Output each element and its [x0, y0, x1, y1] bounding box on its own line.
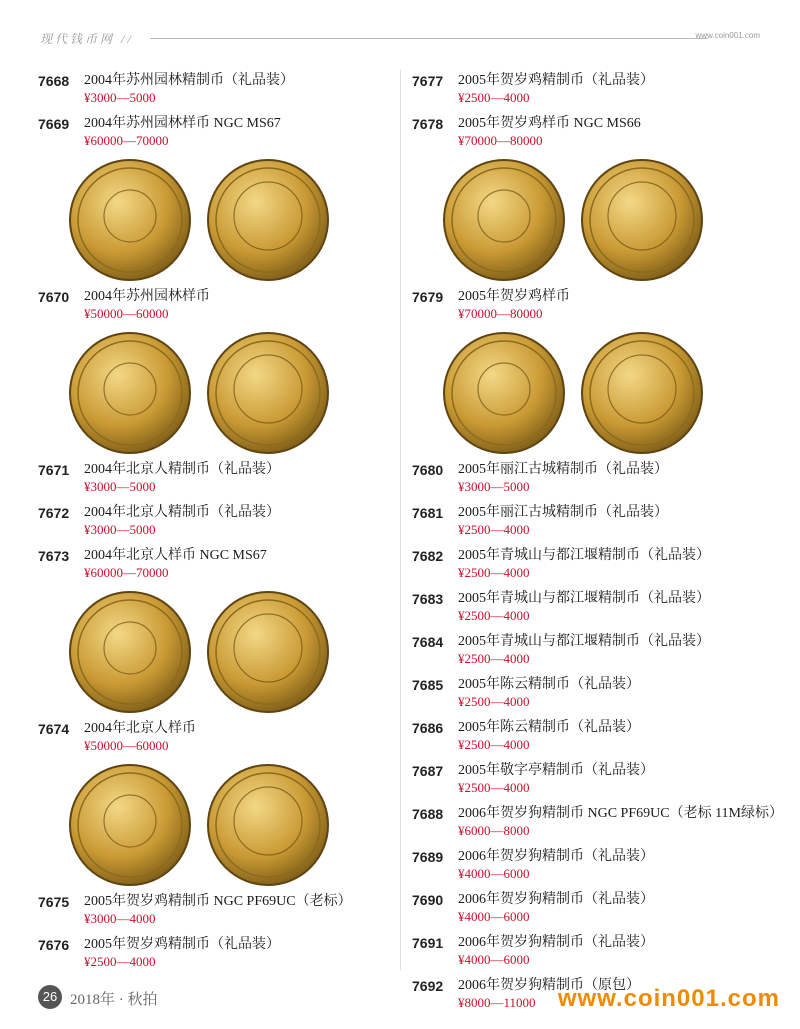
- lot-number: 7683: [412, 591, 444, 607]
- lot-title: 2006年贺岁狗精制币（礼品装）: [458, 892, 654, 907]
- lot-title: 2004年苏州园林样币: [84, 289, 210, 304]
- coin-reverse-image: [580, 331, 704, 455]
- lot-number: 7671: [38, 462, 70, 478]
- lot-price: ¥60000—70000: [84, 565, 169, 580]
- lot-title: 2005年贺岁鸡样币: [458, 289, 570, 304]
- lot-title: 2005年贺岁鸡精制币（礼品装）: [84, 937, 280, 952]
- lot-entry: [38, 288, 388, 322]
- coin-obverse-image: [68, 590, 192, 714]
- lot-number: 7670: [38, 289, 70, 305]
- lot-price: ¥6000—8000: [458, 823, 530, 838]
- lot-details: [458, 504, 782, 538]
- lot-title: 2004年苏州园林样币 NGC MS67: [84, 116, 281, 131]
- lot-price: ¥2500—4000: [458, 90, 530, 105]
- lot-entry: [412, 848, 782, 882]
- right-column: [412, 72, 782, 1020]
- lot-number: 7685: [412, 677, 444, 693]
- lot-number: 7672: [38, 505, 70, 521]
- lot-entry: [38, 893, 388, 927]
- lot-price: ¥2500—4000: [458, 522, 530, 537]
- lot-entry: [38, 115, 388, 149]
- lot-entry: [38, 72, 388, 106]
- lot-details: [458, 288, 782, 322]
- lot-title: 2005年敬字亭精制币（礼品装）: [458, 763, 654, 778]
- lot-details: [84, 893, 388, 927]
- coin-reverse-image: [206, 763, 330, 887]
- footer-text: 2018年 · 秋拍: [70, 992, 158, 1008]
- coin-reverse-image: [206, 158, 330, 282]
- page-number: 26: [38, 985, 62, 1009]
- lot-entry: [412, 805, 782, 839]
- lot-entry: [412, 72, 782, 106]
- coin-obverse-image: [68, 158, 192, 282]
- lot-number: 7691: [412, 935, 444, 951]
- lot-price: ¥2500—4000: [458, 565, 530, 580]
- lot-details: [84, 504, 388, 538]
- lot-entry: [412, 547, 782, 581]
- lot-details: [458, 719, 782, 753]
- lot-number: 7686: [412, 720, 444, 736]
- lot-details: [458, 934, 782, 968]
- lot-price: ¥8000—11000: [458, 995, 536, 1010]
- lot-price: ¥4000—6000: [458, 952, 530, 967]
- lot-number: 7669: [38, 116, 70, 132]
- lot-price: ¥2500—4000: [458, 780, 530, 795]
- lot-details: [458, 762, 782, 796]
- lot-entry: [412, 288, 782, 322]
- lot-details: [84, 72, 388, 106]
- lot-title: 2004年北京人精制币（礼品装）: [84, 505, 280, 520]
- lot-title: 2005年青城山与都江堰精制币（礼品装）: [458, 548, 710, 563]
- lot-title: 2005年丽江古城精制币（礼品装）: [458, 462, 668, 477]
- lot-price: ¥3000—5000: [84, 90, 156, 105]
- coin-images: [68, 590, 388, 714]
- lot-title: 2005年青城山与都江堰精制币（礼品装）: [458, 634, 710, 649]
- lot-entry: [38, 461, 388, 495]
- header-rule: [150, 38, 708, 39]
- coin-images: [68, 158, 388, 282]
- lot-title: 2006年贺岁狗精制币（礼品装）: [458, 935, 654, 950]
- lot-number: 7679: [412, 289, 444, 305]
- lot-price: ¥70000—80000: [458, 133, 543, 148]
- lot-price: ¥50000—60000: [84, 306, 169, 321]
- footer-site: www.coin001.com: [557, 985, 780, 1012]
- lot-details: [458, 590, 782, 624]
- lot-number: 7684: [412, 634, 444, 650]
- lot-title: 2005年贺岁鸡精制币（礼品装）: [458, 73, 654, 88]
- lot-number: 7688: [412, 806, 444, 822]
- lot-number: 7668: [38, 73, 70, 89]
- coin-reverse-image: [580, 158, 704, 282]
- lot-entry: [412, 762, 782, 796]
- lot-title: 2004年北京人样币 NGC MS67: [84, 548, 267, 563]
- lot-title: 2004年北京人样币: [84, 721, 196, 736]
- lot-title: 2005年青城山与都江堰精制币（礼品装）: [458, 591, 710, 606]
- lot-entry: [412, 590, 782, 624]
- lot-entry: [38, 720, 388, 754]
- lot-number: 7682: [412, 548, 444, 564]
- lot-price: ¥70000—80000: [458, 306, 543, 321]
- lot-number: 7677: [412, 73, 444, 89]
- coin-images: [68, 763, 388, 887]
- lot-price: ¥2500—4000: [458, 737, 530, 752]
- lot-price: ¥3000—4000: [84, 911, 156, 926]
- coin-reverse-image: [206, 331, 330, 455]
- lot-title: 2006年贺岁狗精制币（礼品装）: [458, 849, 654, 864]
- lot-details: [84, 720, 388, 754]
- lot-entry: [412, 115, 782, 149]
- lot-entry: [412, 504, 782, 538]
- coin-obverse-image: [68, 331, 192, 455]
- lot-details: [458, 848, 782, 882]
- lot-title: 2005年陈云精制币（礼品装）: [458, 720, 640, 735]
- lot-entry: [412, 934, 782, 968]
- lot-details: [458, 115, 782, 149]
- lot-title: 2005年丽江古城精制币（礼品装）: [458, 505, 668, 520]
- lot-number: 7689: [412, 849, 444, 865]
- lot-number: 7676: [38, 937, 70, 953]
- lot-price: ¥3000—5000: [84, 522, 156, 537]
- header-brand: 现代钱币网 //: [40, 32, 134, 46]
- lot-number: 7674: [38, 721, 70, 737]
- coin-obverse-image: [442, 331, 566, 455]
- lot-price: ¥50000—60000: [84, 738, 169, 753]
- coin-obverse-image: [442, 158, 566, 282]
- lot-title: 2005年贺岁鸡样币 NGC MS66: [458, 116, 641, 131]
- lot-price: ¥4000—6000: [458, 909, 530, 924]
- lot-details: [458, 676, 782, 710]
- lot-entry: [38, 936, 388, 970]
- coin-reverse-image: [206, 590, 330, 714]
- lot-price: ¥2500—4000: [458, 651, 530, 666]
- lot-details: [458, 461, 782, 495]
- lot-title: 2006年贺岁狗精制币 NGC PF69UC（老标 11M绿标）: [458, 806, 784, 821]
- lot-price: ¥3000—5000: [84, 479, 156, 494]
- column-divider: [400, 70, 401, 970]
- lot-details: [84, 115, 388, 149]
- lot-entry: [412, 461, 782, 495]
- lot-number: 7678: [412, 116, 444, 132]
- header-site: www.coin001.com: [695, 31, 760, 40]
- lot-entry: [38, 504, 388, 538]
- lot-number: 7690: [412, 892, 444, 908]
- lot-price: ¥4000—6000: [458, 866, 530, 881]
- lot-entry: [412, 719, 782, 753]
- lot-details: [458, 633, 782, 667]
- lot-number: 7681: [412, 505, 444, 521]
- lot-details: [458, 891, 782, 925]
- coin-images: [442, 331, 782, 455]
- lot-number: 7692: [412, 978, 444, 994]
- lot-price: ¥2500—4000: [458, 694, 530, 709]
- lot-title: 2005年贺岁鸡精制币 NGC PF69UC（老标）: [84, 894, 352, 909]
- lot-number: 7687: [412, 763, 444, 779]
- lot-number: 7675: [38, 894, 70, 910]
- lot-title: 2005年陈云精制币（礼品装）: [458, 677, 640, 692]
- lot-details: [458, 72, 782, 106]
- lot-details: [84, 461, 388, 495]
- lot-price: ¥3000—5000: [458, 479, 530, 494]
- lot-entry: [412, 633, 782, 667]
- lot-entry: [412, 891, 782, 925]
- lot-entry: [412, 676, 782, 710]
- lot-title: 2004年苏州园林精制币（礼品装）: [84, 73, 294, 88]
- lot-number: 7673: [38, 548, 70, 564]
- left-column: [38, 72, 388, 979]
- lot-entry: [38, 547, 388, 581]
- lot-price: ¥2500—4000: [84, 954, 156, 969]
- lot-number: 7680: [412, 462, 444, 478]
- coin-images: [68, 331, 388, 455]
- lot-details: [84, 547, 388, 581]
- lot-details: [458, 805, 783, 839]
- lot-title: 2006年贺岁狗精制币（原包）: [458, 978, 640, 993]
- lot-details: [84, 288, 388, 322]
- lot-details: [458, 547, 782, 581]
- lot-price: ¥60000—70000: [84, 133, 169, 148]
- lot-details: [84, 936, 388, 970]
- lot-title: 2004年北京人精制币（礼品装）: [84, 462, 280, 477]
- coin-obverse-image: [68, 763, 192, 887]
- coin-images: [442, 158, 782, 282]
- lot-price: ¥2500—4000: [458, 608, 530, 623]
